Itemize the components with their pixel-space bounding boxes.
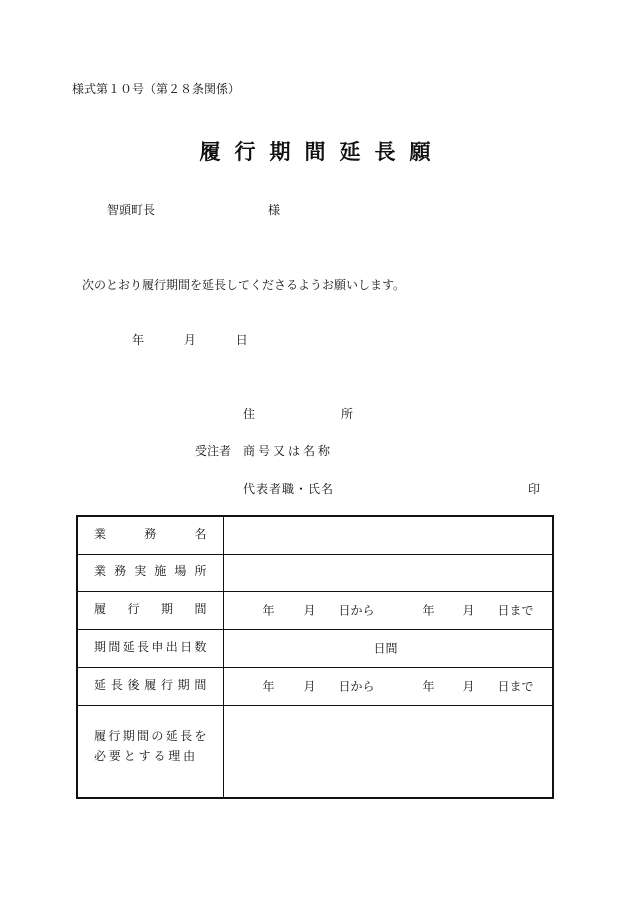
days-unit: 日間 xyxy=(373,641,398,656)
request-text: 次のとおり履行期間を延長してくださるようお願いします。 xyxy=(82,278,406,292)
company-name-label: 商号又は名称 xyxy=(243,444,334,458)
label-char: 業 xyxy=(94,526,107,541)
date-line xyxy=(132,331,248,348)
label-char: 名 xyxy=(194,526,207,541)
period-start-month: 月 xyxy=(303,603,316,618)
label-char: 要 xyxy=(108,748,121,763)
label-char: 出 xyxy=(165,639,178,654)
representative-label: 代表者職・氏名 xyxy=(243,482,335,496)
label-char: 行 xyxy=(127,601,140,616)
label-char: 延 xyxy=(122,639,135,654)
period-end-day: 日まで xyxy=(497,603,534,618)
label-char: 由 xyxy=(183,748,196,763)
table-row xyxy=(77,516,553,554)
label-char: 所 xyxy=(194,564,207,578)
label-char: を xyxy=(194,728,207,743)
reason-field[interactable] xyxy=(223,705,553,798)
label-char: 実 xyxy=(134,564,147,578)
extended-period-label xyxy=(94,676,207,693)
location-label xyxy=(94,562,207,579)
label-char: の xyxy=(151,728,164,743)
label-char: 務 xyxy=(114,564,127,578)
table-row xyxy=(77,629,553,667)
extension-days-field[interactable] xyxy=(223,629,553,667)
label-char: 申 xyxy=(151,639,164,654)
date-year-label: 年 xyxy=(132,333,145,347)
table-row xyxy=(77,667,553,705)
business-name-label-cell xyxy=(77,516,223,554)
reason-label-line2 xyxy=(94,746,195,766)
period-label xyxy=(94,600,207,617)
label-char: 延 xyxy=(94,677,107,692)
label-char: 履 xyxy=(94,728,107,743)
label-char: 必 xyxy=(94,748,107,763)
period-end-year: 年 xyxy=(422,603,435,618)
date-day-label: 日 xyxy=(235,333,248,347)
address-label-2: 所 xyxy=(341,407,354,421)
location-label-cell xyxy=(77,554,223,591)
label-char: 間 xyxy=(137,728,150,743)
contractor-label: 受注者 xyxy=(195,444,232,458)
addressee: 智頭町長 xyxy=(107,203,156,217)
label-char: 後 xyxy=(127,677,140,692)
label-char: 期 xyxy=(94,639,107,654)
label-char: 場 xyxy=(174,564,187,578)
period-start-day: 日から xyxy=(338,603,375,618)
label-char: る xyxy=(153,748,166,763)
label-char: 長 xyxy=(137,639,150,654)
table-row xyxy=(77,705,553,798)
label-char: す xyxy=(138,748,151,763)
label-char: と xyxy=(123,748,136,763)
seal-mark: 印 xyxy=(528,482,541,496)
label-char: 施 xyxy=(154,564,167,578)
period-field[interactable] xyxy=(223,591,553,629)
reason-label-cell xyxy=(77,705,223,798)
extended-start-year: 年 xyxy=(262,679,275,694)
label-char: 履 xyxy=(94,601,107,616)
label-char: 間 xyxy=(108,639,121,654)
table-row xyxy=(77,591,553,629)
label-char: 履 xyxy=(144,677,157,692)
extended-start-day: 日から xyxy=(338,679,375,694)
address-label-1: 住 xyxy=(243,407,256,421)
application-table xyxy=(76,515,554,799)
business-name-label xyxy=(94,525,207,542)
label-char: 行 xyxy=(108,728,121,743)
period-start-year: 年 xyxy=(262,603,275,618)
honorific: 様 xyxy=(268,203,281,217)
label-char: 延 xyxy=(165,728,178,743)
table-row xyxy=(77,554,553,591)
form-number: 様式第１０号（第２８条関係） xyxy=(72,82,241,96)
label-char: 業 xyxy=(94,564,107,578)
label-char: 間 xyxy=(194,677,207,692)
label-char: 長 xyxy=(180,728,193,743)
business-name-field[interactable] xyxy=(223,516,553,554)
extension-days-label-cell xyxy=(77,629,223,667)
period-end-month: 月 xyxy=(462,603,475,618)
extended-start-month: 月 xyxy=(303,679,316,694)
label-char: 理 xyxy=(168,748,181,763)
reason-label-line1 xyxy=(94,726,207,746)
label-char: 数 xyxy=(194,639,207,654)
label-char: 間 xyxy=(194,601,207,616)
extended-period-field[interactable] xyxy=(223,667,553,705)
label-char: 務 xyxy=(144,526,157,541)
document-title: 履行期間延長願 xyxy=(199,139,445,164)
extended-period-label-cell xyxy=(77,667,223,705)
extension-days-label xyxy=(94,638,207,655)
extended-end-day: 日まで xyxy=(497,679,534,694)
label-char: 行 xyxy=(160,677,173,692)
location-field[interactable] xyxy=(223,554,553,591)
label-char: 期 xyxy=(177,677,190,692)
label-char: 期 xyxy=(122,728,135,743)
label-char: 日 xyxy=(180,639,193,654)
extended-end-year: 年 xyxy=(422,679,435,694)
label-char: 期 xyxy=(160,601,173,616)
date-month-label: 月 xyxy=(183,333,196,347)
period-label-cell xyxy=(77,591,223,629)
label-char: 長 xyxy=(110,677,123,692)
extended-end-month: 月 xyxy=(462,679,475,694)
